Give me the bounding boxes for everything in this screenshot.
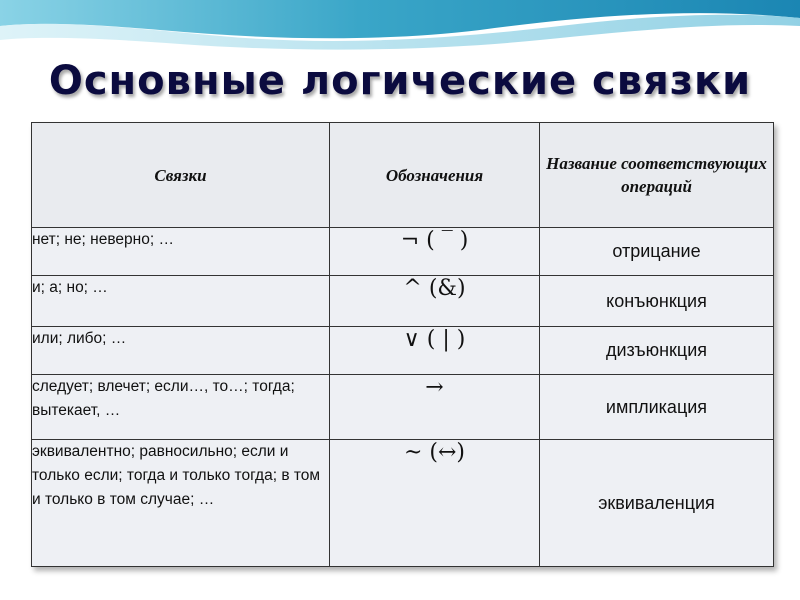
notation-cell: ^ (&) [330,276,540,327]
header-notation: Обозначения [330,123,540,228]
operation-cell: конъюнкция [540,276,774,327]
header-connectives: Связки [32,123,330,228]
header-wave-decoration [0,0,800,60]
connectives-cell: или; либо; … [32,327,330,375]
table-row [32,327,774,375]
notation-cell: ~ (↔) [330,440,540,567]
table-row [32,228,774,276]
operation-cell: дизъюнкция [540,327,774,375]
notation-cell: → [330,375,540,440]
connectives-cell: нет; не; неверно; … [32,228,330,276]
notation-cell: ∨ ( | ) [330,327,540,375]
table-row [32,440,774,567]
operation-cell: отрицание [540,228,774,276]
connectives-cell: и; а; но; … [32,276,330,327]
operation-cell: импликация [540,375,774,440]
table-row [32,375,774,440]
connectives-cell: эквивалентно; равносильно; если и только если; тогда и только тогда; в том и только в том случае; … [32,440,330,567]
operation-cell: эквиваленция [540,440,774,567]
page-title: Основные логические связки [48,58,752,104]
logic-connectives-table [31,122,774,567]
notation-cell: ¬ ( ‾ ) [330,228,540,276]
header-operation: Название соответствующих операций [540,123,774,228]
connectives-cell: следует; влечет; если…, то…; тогда; вытекает, … [32,375,330,440]
table-row [32,276,774,327]
table-header-row [32,123,774,228]
